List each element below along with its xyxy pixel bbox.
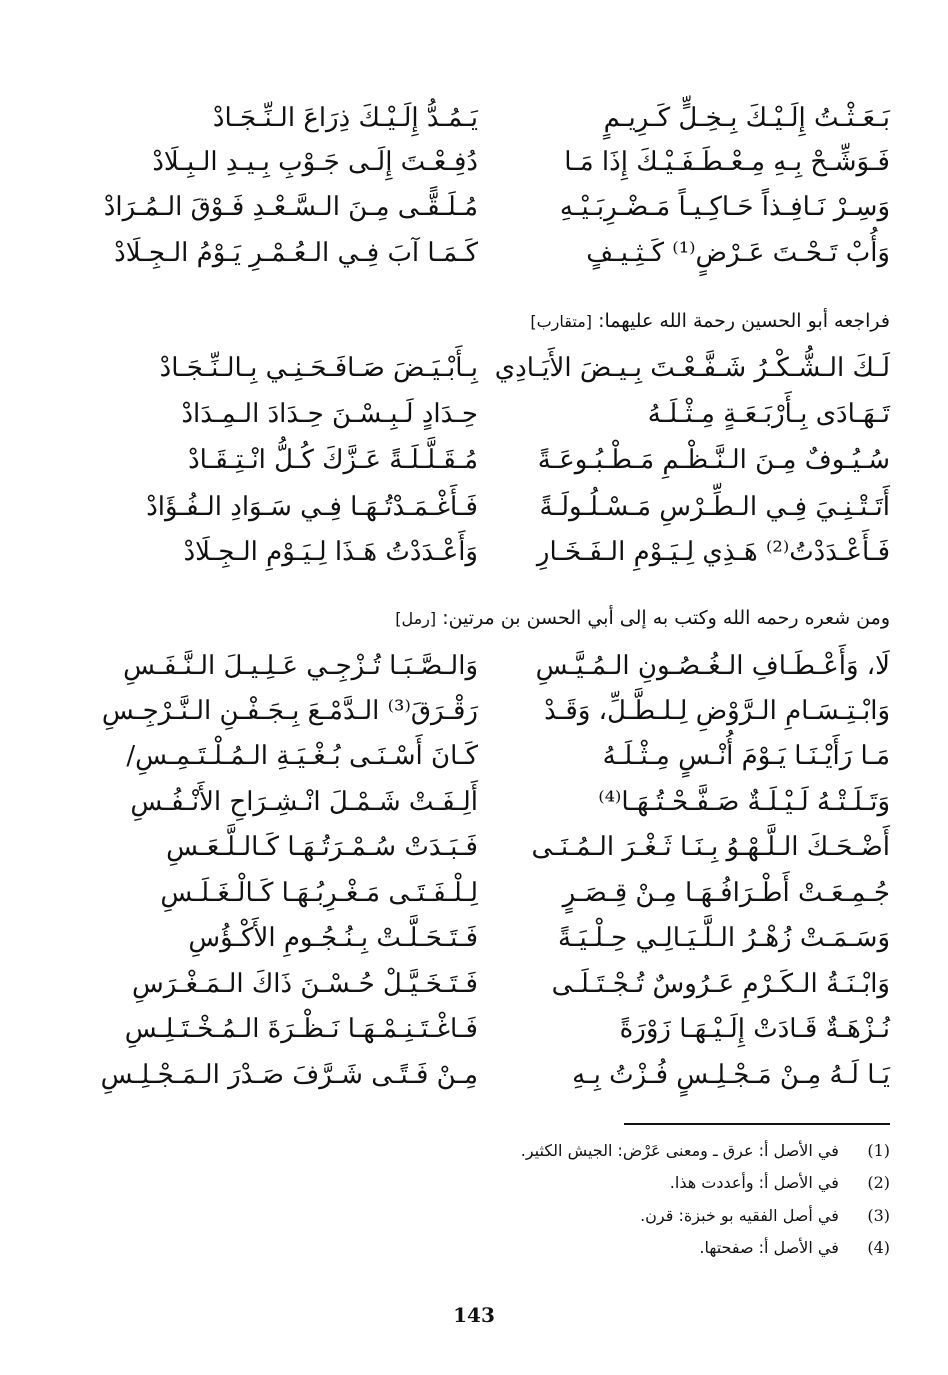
footnote-text: في أصل الفقيه بو خبزة: قرن. <box>640 1206 839 1225</box>
hemistich-second: بِـأَبْـيَـضَ صَـافَـحَـنِـي بِـالـنِّـجَـادْ <box>159 353 478 383</box>
hemistich-first: تَـهَـادَى بِـأَرْبَـعَـةٍ مِـثْـلَـهُ <box>647 399 890 429</box>
hemistich-second: مُـقَـلَّـلَـةً عَـزَّكَ كُـلُّ انْـتِـقَـادْ <box>188 445 478 475</box>
hemistich-second: فَـبَـدَتْ سُـمْـرَتُـهَـا كَـالـلَّـعَـسِ <box>166 832 478 862</box>
footnote-text: في الأصل أ: عرق ـ ومعنى عَرْض: الجيش الكثير. <box>520 1141 839 1160</box>
hemistich-second: رَقْـرَقَ⁽³⁾ الـدَّمْـعَ بِـجَـفْـنِ الـنَّـرْجِـسِ <box>101 696 478 726</box>
hemistich-first: فَـأَعْـدَدْتُ⁽²⁾ هَـذِي لِـيَـوْمِ الـفَـخَـارِ <box>536 537 890 567</box>
hemistich-first: سُـيُـوفٌ مِـنَ الـنَّـظْـمِ مَـطْـبُـوعَـةً <box>537 445 890 475</box>
hemistich-second: فَـأَغْـمَـدْتُـهَـا فِـي سَـوَادِ الـفُـؤَادْ <box>146 492 478 522</box>
intro-text: فراجعه أبو الحسين رحمة الله عليهما: <box>598 310 890 332</box>
footnote-number: (1) <box>867 1141 890 1160</box>
footnote-separator <box>624 1123 890 1125</box>
hemistich-second: فَـتَـحَـلَّـتْ بِـنُـجُـومِ الأَكْـؤُسِ <box>188 923 478 953</box>
hemistich-second: يَـمُـدُّ إِلَـيْـكَ ذِرَاعَ الـنِّـجَـادْ <box>212 103 478 133</box>
section-intro <box>530 306 890 337</box>
hemistich-first: وَابْـنَـةُ الـكَـرْمِ عَـرُوسٌ تُـجْـتَـلَـى <box>551 969 890 999</box>
page-number: 143 <box>453 1303 495 1327</box>
footnote <box>670 1172 890 1194</box>
hemistich-second: مِـنْ فَـتًـى شَـرَّفَ صَـدْرَ الـمَـجْـلِـسِ <box>100 1060 478 1090</box>
hemistich-first: وَسَـمَـتْ زُهْـرُ الـلَّـيَـالِـي حِـلْـيَـةً <box>557 923 890 953</box>
footnote-text: في الأصل أ: وأعددت هذا. <box>669 1173 839 1192</box>
meter-label: [متقارب] <box>530 312 593 331</box>
footnote <box>640 1205 890 1227</box>
hemistich-first: نُـزْهَـةٌ قَـادَتْ إِلَـيْـهَـا زَوْرَةً <box>619 1014 890 1044</box>
footnote-number: (4) <box>867 1238 890 1257</box>
hemistich-second: فَـاغْـتَـنِـمْـهَـا نَـظْـرَةَ الـمُـخْـتَـلِـسِ <box>124 1014 478 1044</box>
hemistich-first: لَا، وَأَعْـطَـافِ الـغُـصُـونِ الـمُـيَّـسِ <box>535 651 890 681</box>
hemistich-second: حِـدَادٍ لَـبِـسْـنَ حِـدَادَ الـمِـدَادْ <box>181 399 478 429</box>
hemistich-first: يَـا لَـهُ مِـنْ مَـجْـلِـسٍ فُـزْتُ بِـهِ <box>572 1060 890 1090</box>
footnote-number: (2) <box>867 1173 890 1192</box>
hemistich-second: لِـلْـفَـتَـى مَـغْـرِبُـهَـا كَـالْـغَـلَـسِ <box>160 878 478 908</box>
hemistich-second: دُفِـعْـتَ إِلَـى جَـوْبِ بِـيـدِ الـبِـلَادْ <box>152 147 478 177</box>
hemistich-first: لَـكَ الـشُّـكْـرُ شَـفَّـعْـتَ بِـيـضَ الأَيَـادِي <box>494 353 890 383</box>
hemistich-second: مُـلَـقًّـى مِـنَ الـسَّـعْـدِ فَـوْقَ الـمُـرَادْ <box>103 192 478 222</box>
footnote-number: (3) <box>867 1206 890 1225</box>
hemistich-second: كَـمَـا آبَ فِـي الـعُـمْـرِ يَـوْمُ الـجِـلَادْ <box>114 238 478 268</box>
footnote <box>699 1237 890 1259</box>
hemistich-first: أَضْـحَـكَ الـلَّـهْـوُ بِـنَـا ثَـغْـرَ الـمُـنَـى <box>531 832 890 862</box>
hemistich-second: كَـانَ أَسْـنَـى بُـغْـيَـةِ الـمُـلْـتَـمِـسِ/ <box>126 741 478 771</box>
meter-label: [رمل] <box>395 609 437 628</box>
footnote <box>521 1140 890 1162</box>
hemistich-first: أَتَـتْـنِـيَ فِـي الـطِّـرْسِ مَـسْـلُـولَـةً <box>539 492 890 522</box>
hemistich-second: وَأَعْـدَدْتُ هَـذَا لِـيَـوْمِ الـجِـلَادْ <box>183 537 478 567</box>
footnote-text: في الأصل أ: صفحتها. <box>699 1238 839 1257</box>
hemistich-first: بَـعَـثْـتُ إِلَـيْـكَ بِـخِـلٍّ كَـرِيـمٍ <box>603 103 890 133</box>
hemistich-second: أَلِـفَـتْ شَـمْـلَ انْـشِـرَاحِ الأَنْـفُـسِ <box>130 787 478 817</box>
hemistich-second: فَـتَـخَـيَّـلْ حُـسْـنَ ذَاكَ الـمَـغْـرَسِ <box>131 969 478 999</box>
hemistich-first: وَأُبْ تَـحْـتَ عَـرْضٍ⁽¹⁾ كَـثِـيـفٍ <box>586 238 890 268</box>
hemistich-first: مَـا رَأَيْـنَـا يَـوْمَ أُنْـسٍ مِـثْـلَـهُ <box>602 741 890 771</box>
hemistich-first: فَـوَشِّـحْ بِـهِ مِـعْـطَـفَـيْـكَ إِذَا مَـا <box>564 147 890 177</box>
intro-text: ومن شعره رحمه الله وكتب به إلى أبي الحسن بن مرتين: <box>442 607 890 629</box>
hemistich-first: وَتَـلَـتْـهُ لَـيْـلَـةٌ صَـفَّـحْـتُـهَـا⁽⁴⁾ <box>598 787 890 817</box>
hemistich-first: جُـمِـعَـتْ أَطْـرَافُـهَـا مِـنْ قِـصَـرٍ <box>562 878 890 908</box>
section-intro <box>395 603 890 634</box>
hemistich-second: وَالـصَّـبَـا تُـزْجِـي عَـلِـيـلَ الـنَّـفَـسِ <box>123 651 478 681</box>
hemistich-first: وَسِـرْ نَـافِـذاً حَـاكِـيـاً مَـضْـرِبَـيْـهِ <box>559 192 890 222</box>
hemistich-first: وَابْـتِـسَـامِ الـرَّوْضِ لِـلـطَّـلِّ، وَقَـدْ <box>544 696 890 726</box>
